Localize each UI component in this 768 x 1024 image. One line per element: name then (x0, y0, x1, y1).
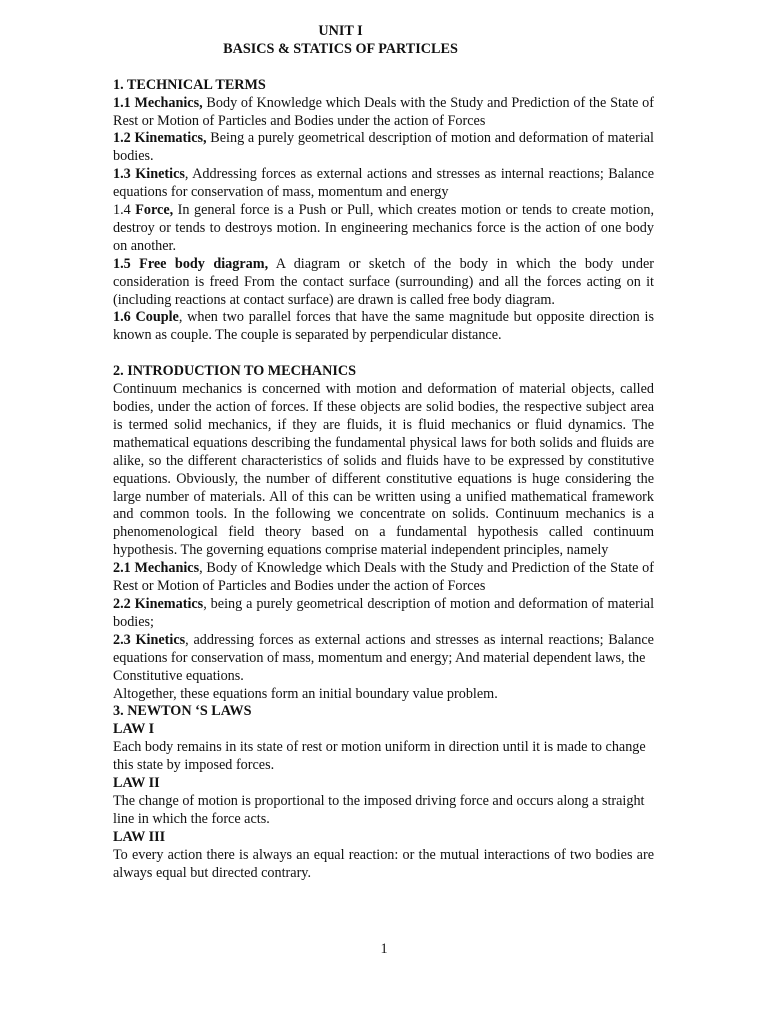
term-label: 1.2 Kinematics, (113, 130, 207, 147)
intro-paragraph: Continuum mechanics is concerned with motion and deformation of material objects, called bodies, under the action of forces. If these objects are solid bodies, the respective subject area is termed solid mechanics, if they are fluids, it is fluid mechanics or fluid dynamics. The mathematical equations describing the fundamental physical laws for both solids and fluids are alike, so the different characteristics of solids and fluids have to be expressed by constitutive equations. Obviously, the number of different constitutive equations is huge considering the large number of materials. All of this can be written using a unified mathematical framework and common tools. In the following we concentrate on solids. Continuum mechanics is a phenomenological field theory based on a fundamental hypothesis called continuum hypothesis. The governing equations comprise material independent principles, namely (113, 381, 654, 559)
section-heading-newtons-laws: 3. NEWTON ‘S LAWS (113, 703, 252, 720)
term-text: A diagram or sketch of the body in which the body under consideration is freed From the contact surface (surrounding) and all the forces acting on it (including reactions at contact surface) are drawn is called free body diagram. (113, 255, 654, 308)
unit-label: UNIT I (318, 23, 363, 39)
section-heading-technical-terms: 1. TECHNICAL TERMS (113, 76, 266, 93)
spacer (113, 345, 654, 363)
law-2-text: The change of motion is proportional to the imposed driving force and occurs along a straight line in which the force acts. (113, 792, 645, 827)
term-label: 1.3 Kinetics (113, 166, 185, 183)
term-text: , being a purely geometrical description of motion and deformation of material bodies; (113, 595, 655, 630)
term-label: 2.1 Mechanics (113, 560, 200, 577)
term-force (113, 202, 654, 256)
altogether-line: Altogether, these equations form an initial boundary value problem. (113, 685, 498, 702)
term-text: , Body of Knowledge which Deals with the Study and Prediction of the State of Rest or Motion of Particles and Bodies under the action of Forces (113, 560, 655, 595)
intro-kinematics (113, 596, 654, 632)
term-text: , Addressing forces as external actions and stresses as internal reactions; Balance equations for conservation of mass, momentum and energy (113, 166, 654, 201)
term-prefix: 1.4 (113, 202, 136, 219)
section-heading-introduction: 2. INTRODUCTION TO MECHANICS (113, 363, 357, 380)
page-title: BASICS & STATICS OF PARTICLES (223, 40, 458, 57)
law-1-text: Each body remains in its state of rest or motion uniform in direction until it is made to change this state by imposed forces. (113, 739, 646, 774)
term-couple (113, 309, 654, 345)
term-text: Body of Knowledge which Deals with the Study and Prediction of the State of Rest or Motion of Particles and Bodies under the action of Forces (113, 94, 655, 129)
term-label: Force, (135, 202, 174, 219)
law-1-title: LAW I (113, 721, 155, 738)
term-label: 2.3 Kinetics (113, 631, 186, 648)
page-content (113, 23, 654, 882)
term-label: 1.1 Mechanics, (113, 94, 203, 111)
term-mechanics (113, 95, 654, 131)
law-3-title: LAW III (113, 828, 166, 845)
constitutive-line: Constitutive equations. (113, 667, 244, 684)
term-label: 1.5 Free body diagram, (113, 255, 269, 272)
term-label: 2.2 Kinematics (113, 595, 204, 612)
term-text: Being a purely geometrical description of motion and deformation of material bodies. (113, 130, 654, 165)
term-kinematics (113, 130, 654, 166)
law-2-title: LAW II (113, 775, 160, 792)
intro-mechanics (113, 560, 654, 596)
term-free-body-diagram (113, 256, 654, 310)
law-3-text: To every action there is always an equal reaction: or the mutual interactions of two bodies are always equal but directed contrary. (113, 846, 654, 881)
term-text: , when two parallel forces that have the same magnitude but opposite direction is known as couple. The couple is separated by perpendicular distance. (113, 309, 654, 344)
term-kinetics (113, 166, 654, 202)
page-number: 1 (380, 941, 388, 957)
term-label: 1.6 Couple (113, 309, 179, 326)
spacer (113, 59, 654, 77)
term-text: , addressing forces as external actions and stresses as internal reactions; Balance equations for conservation of mass, momentum and energy; And material dependent laws, the (113, 631, 654, 666)
term-text: In general force is a Push or Pull, which creates motion or tends to create motion, destroy or tends to destroys motion. In engineering mechanics force is the action of one body on another. (113, 202, 654, 254)
intro-kinetics (113, 632, 654, 668)
